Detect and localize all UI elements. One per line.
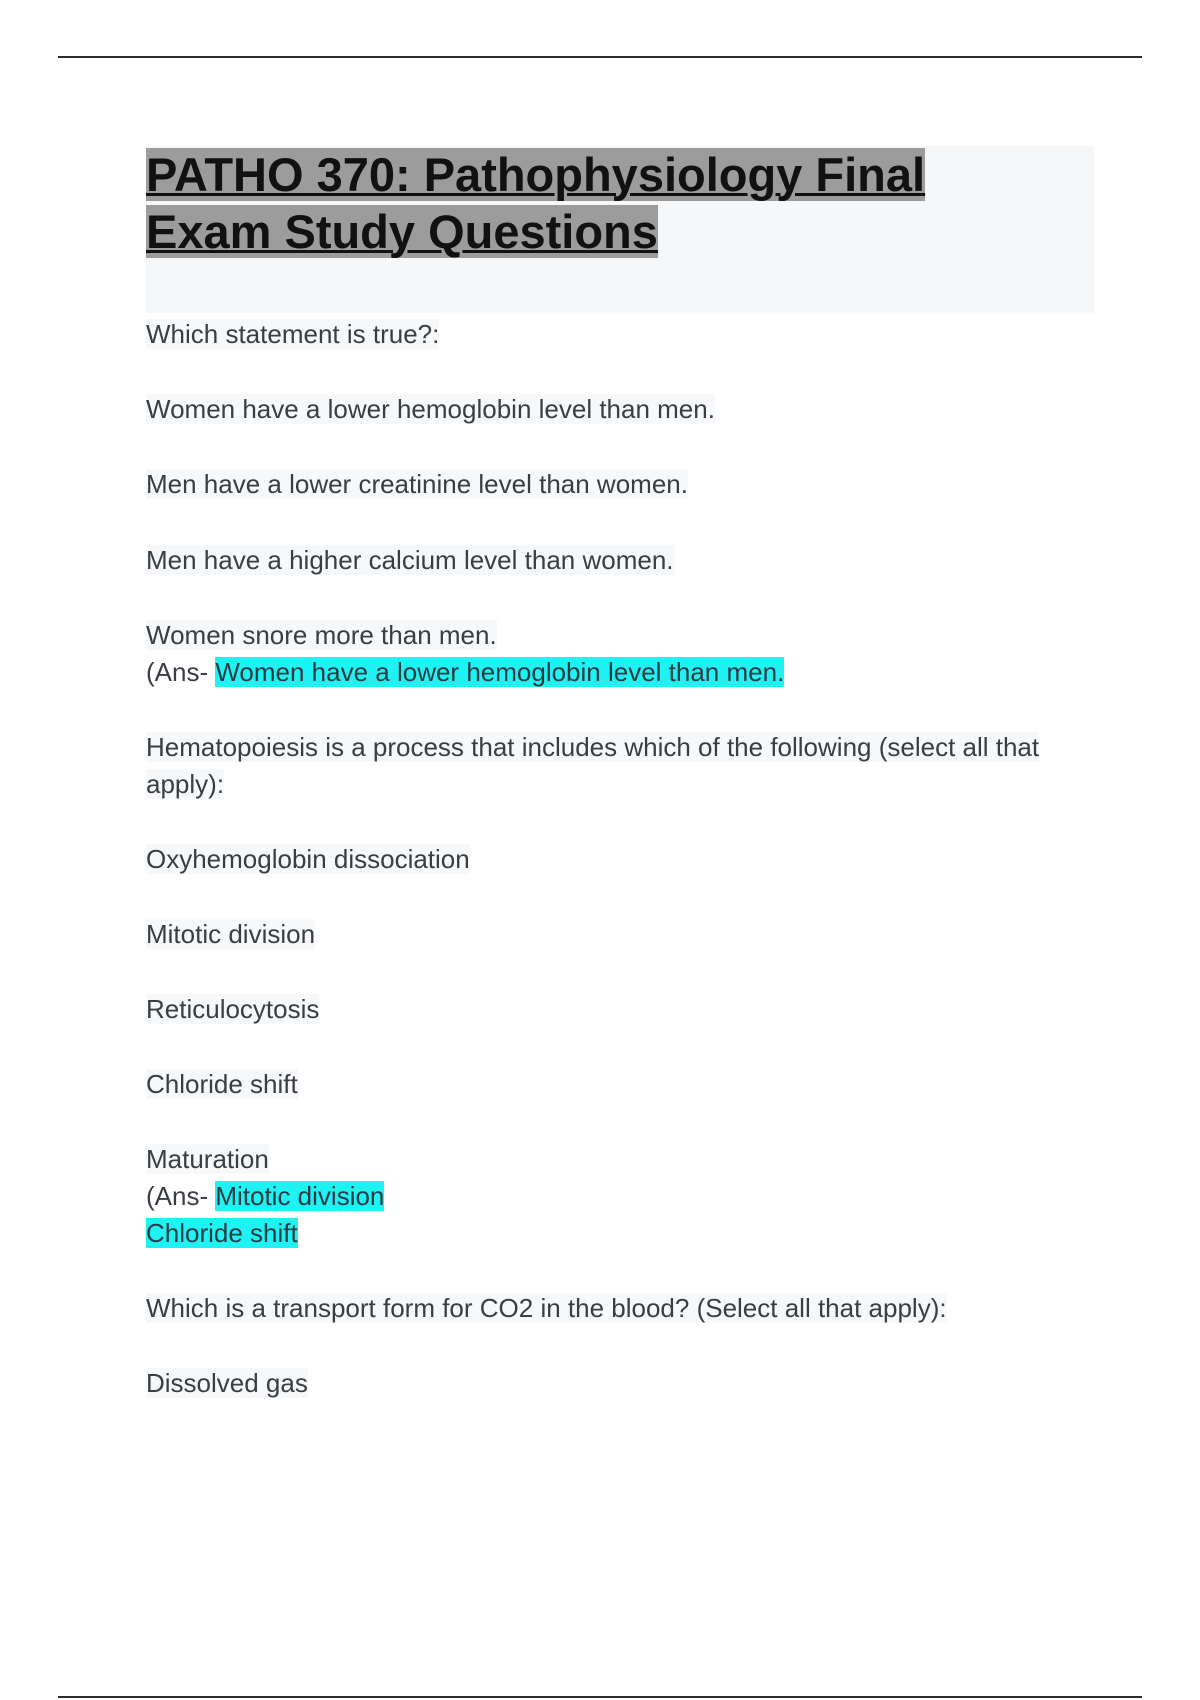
option-text: Dissolved gas bbox=[146, 1368, 308, 1398]
option-text: Women snore more than men. bbox=[146, 620, 497, 650]
question-2-prompt-text: Hematopoiesis is a process that includes which of the following (select all that apply): bbox=[146, 732, 1040, 799]
option-text: Men have a lower creatinine level than women. bbox=[146, 469, 688, 499]
option-text: Men have a higher calcium level than women. bbox=[146, 545, 674, 575]
question-1-prompt bbox=[146, 316, 1094, 353]
question-3-prompt-text: Which is a transport form for CO2 in the blood? (Select all that apply): bbox=[146, 1293, 947, 1323]
answer-prefix: (Ans- bbox=[146, 1181, 216, 1211]
question-2-option-2 bbox=[146, 916, 1094, 953]
question-1-prompt-text: Which statement is true?: bbox=[146, 319, 440, 349]
question-2-option-5 bbox=[146, 1141, 1094, 1178]
option-text: Maturation bbox=[146, 1144, 269, 1174]
question-3-option-1 bbox=[146, 1365, 1094, 1402]
question-2-option-4 bbox=[146, 1066, 1094, 1103]
question-2-prompt bbox=[146, 729, 1094, 803]
option-text: Chloride shift bbox=[146, 1069, 298, 1099]
bottom-rule bbox=[58, 1696, 1142, 1698]
document-body bbox=[146, 146, 1094, 1402]
question-2-answer bbox=[146, 1178, 1094, 1215]
document-title-text: PATHO 370: Pathophysiology Final Exam Study Questions bbox=[146, 148, 926, 258]
question-1-option-3 bbox=[146, 542, 1094, 579]
question-3-prompt bbox=[146, 1290, 1094, 1327]
question-2-option-3 bbox=[146, 991, 1094, 1028]
title-block bbox=[146, 146, 1094, 313]
option-text: Reticulocytosis bbox=[146, 994, 320, 1024]
question-2-answer-2 bbox=[146, 1215, 1094, 1252]
question-1-option-1 bbox=[146, 391, 1094, 428]
answer-highlight: Mitotic division bbox=[215, 1181, 385, 1211]
question-1-option-4 bbox=[146, 617, 1094, 654]
question-1-option-2 bbox=[146, 466, 1094, 503]
document-title bbox=[146, 146, 976, 260]
question-1-answer bbox=[146, 654, 1094, 691]
answer-highlight: Chloride shift bbox=[146, 1218, 298, 1248]
option-text: Women have a lower hemoglobin level than men. bbox=[146, 394, 715, 424]
top-rule bbox=[58, 56, 1142, 58]
option-text: Mitotic division bbox=[146, 919, 316, 949]
answer-prefix: (Ans- bbox=[146, 657, 216, 687]
option-text: Oxyhemoglobin dissociation bbox=[146, 844, 470, 874]
question-2-option-1 bbox=[146, 841, 1094, 878]
answer-highlight: Women have a lower hemoglobin level than men. bbox=[215, 657, 785, 687]
